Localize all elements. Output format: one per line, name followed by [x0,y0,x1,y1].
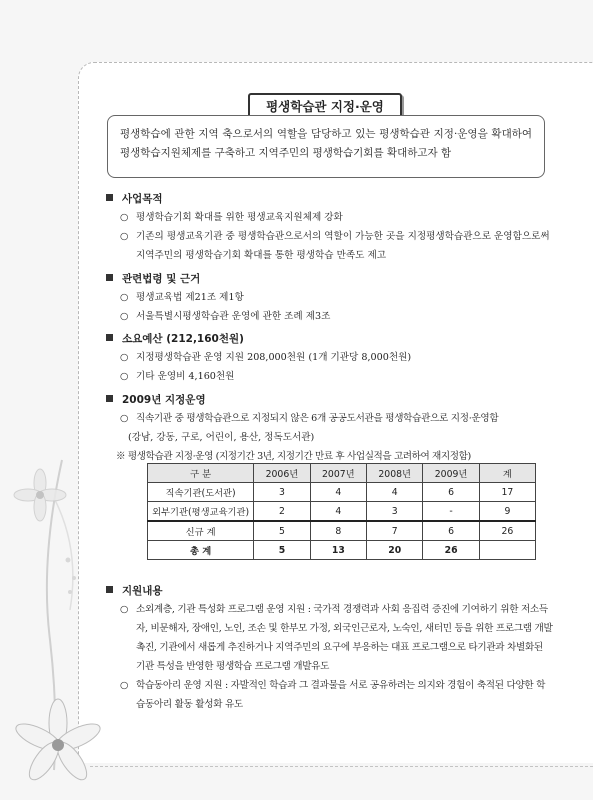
table-header-row [148,464,536,483]
list-item: ○ 기존의 평생교육기관 중 평생학습관으로서의 역할이 가능한 곳을 지정평생학습관으로 운영함으로써 지역주민의 평생학습기회 확대를 통한 평생학습 만족도 제고 [120,231,550,261]
list-item-continuation: (강남, 강동, 구로, 어린이, 용산, 정독도서관) [128,432,315,443]
table-header-cell: 계 [479,464,535,483]
table-header-cell: 2006년 [254,464,310,483]
table-row [148,541,536,560]
square-bullet-icon [106,194,113,201]
table-header-cell: 2009년 [423,464,479,483]
section-title: 지원내용 [104,582,554,600]
table-cell: 외부기관(평생교육기관) [148,502,254,522]
table-cell [479,541,535,560]
square-bullet-icon [106,334,113,341]
table-cell: 2 [254,502,310,522]
table-cell: 직속기관(도서관) [148,483,254,502]
table-cell: 4 [367,483,423,502]
table-cell: 4 [310,502,366,522]
section-title: 소요예산 (212,160천원) [104,330,554,348]
table-cell: 8 [310,521,366,541]
bottom-divider [90,766,593,767]
table-cell: 5 [254,541,310,560]
table-cell: - [423,502,479,522]
table-cell: 7 [367,521,423,541]
table-cell: 5 [254,521,310,541]
table-row [148,502,536,522]
list-item: ○ 서울특별시평생학습관 운영에 관한 조례 제3조 [120,311,331,322]
table-cell: 총 계 [148,541,254,560]
section-title: 사업목적 [104,190,554,208]
table-cell: 6 [423,521,479,541]
section-title: 2009년 지정운영 [104,391,554,409]
table-cell: 26 [479,521,535,541]
table-cell: 9 [479,502,535,522]
table-cell: 3 [367,502,423,522]
square-bullet-icon [106,586,113,593]
table-cell: 13 [310,541,366,560]
table-cell: 20 [367,541,423,560]
table-cell: 4 [310,483,366,502]
section-support [104,582,554,714]
table-header-cell: 2007년 [310,464,366,483]
list-item: ○ 기타 운영비 4,160천원 [120,371,235,382]
page-title: 평생학습관 지정·운영 [248,93,402,121]
intro-summary: 평생학습에 관한 지역 축으로서의 역할을 담당하고 있는 평생학습관 지정·운영을 확대하여 평생학습지원체제를 구축하고 지역주민의 평생학습기회를 확대하고자 함 [107,115,545,178]
list-item: ○ 지정평생학습관 운영 지원 208,000천원 (1개 기관당 8,000천원) [120,352,412,363]
square-bullet-icon [106,274,113,281]
table-header-cell: 2008년 [367,464,423,483]
section-law [104,270,554,326]
section-title: 관련법령 및 근거 [104,270,554,288]
table-cell: 6 [423,483,479,502]
section-operation-2009 [104,391,554,466]
table-cell: 26 [423,541,479,560]
square-bullet-icon [106,395,113,402]
table-cell: 17 [479,483,535,502]
designation-table [147,463,536,560]
table-cell: 신규 계 [148,521,254,541]
table-row [148,521,536,541]
note-text: ※ 평생학습관 지정·운영 (지정기간 3년, 지정기간 만료 후 사업실적을 고려하여 재지정함) [116,451,471,462]
table-row [148,483,536,502]
list-item: ○ 평생교육법 제21조 제1항 [120,292,244,303]
list-item: ○ 소외계층, 기관 특성화 프로그램 운영 지원 : 국가적 경쟁력과 사회 응집력 증진에 기여하기 위한 저소득자, 비문해자, 장애인, 노인, 조손 및 한부모 가정, 외국인근로자, 노숙인, 새터민 등을 위한 프로그램 개발 촉진, 기관에서 새롭게 추진하거나 지역주민의 요구에 부응하는 대표 프로그램으로 타기관과 차별화된 기관 특성을 반영한 평생학습 프로그램 개발유도 [120,604,553,672]
table-header-cell: 구 분 [148,464,254,483]
list-item: ○ 평생학습기회 확대를 위한 평생교육지원체제 강화 [120,212,343,223]
list-item: ○ 학습동아리 운영 지원 : 자발적인 학습과 그 결과물을 서로 공유하려는 의지와 경험이 축적된 다양한 학습동아리 활동 활성화 유도 [120,680,546,710]
list-item: ○ 직속기관 중 평생학습관으로 지정되지 않은 6개 공공도서관을 평생학습관으로 지정·운영함 [120,413,499,424]
section-budget [104,330,554,386]
section-purpose [104,190,554,265]
table-cell: 3 [254,483,310,502]
